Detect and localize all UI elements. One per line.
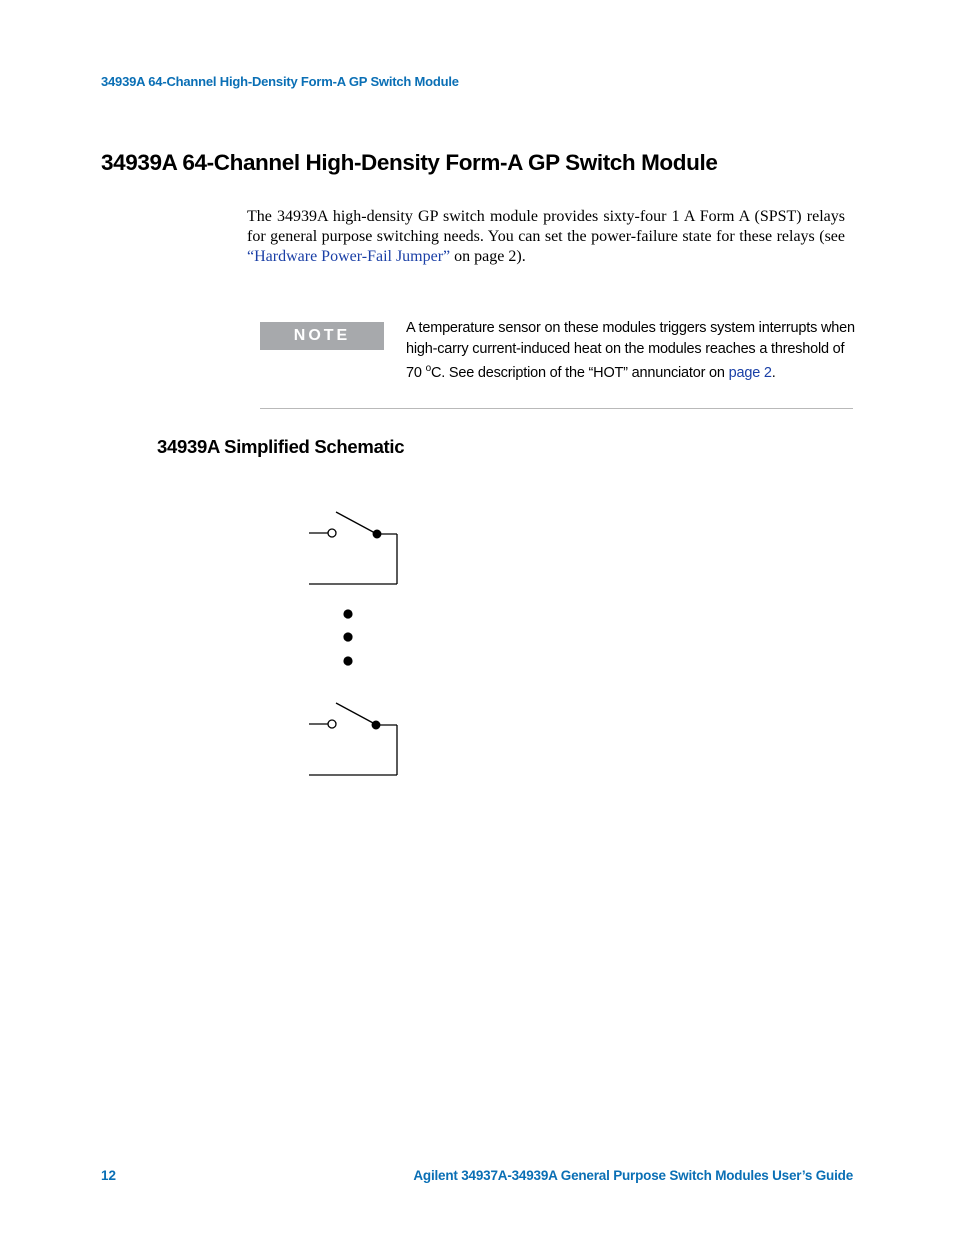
intro-text: The 34939A high-density GP switch module provides sixty-four 1 A Form A (SPST) relays for general purpose switching needs. You can set the power-failure state for these relays (see (247, 208, 845, 245)
page-title: 34939A 64-Channel High-Density Form-A GP Switch Module (101, 150, 718, 175)
intro-text-end: on page 2). (450, 248, 526, 265)
note-divider (260, 408, 853, 409)
degree-symbol: o (425, 363, 431, 374)
running-header: 34939A 64-Channel High-Density Form-A GP Switch Module (101, 74, 459, 89)
note-text-part2: C. See description of the “HOT” annunciator on (430, 364, 729, 381)
relay-switch-top (309, 512, 397, 584)
schematic-section-title: 34939A Simplified Schematic (157, 436, 405, 457)
power-fail-jumper-link[interactable]: “Hardware Power-Fail Jumper” (247, 248, 451, 265)
note-text-part1: A temperature sensor on these modules triggers system interrupts when high-carry current-induced heat on the modules reaches a threshold of 70 (406, 320, 855, 381)
footer-page-number: 12 (101, 1168, 117, 1183)
note-text (406, 318, 856, 383)
intro-paragraph (247, 207, 845, 267)
footer-doc-title: Agilent 34937A-34939A General Purpose Switch Modules User’s Guide (413, 1168, 853, 1183)
continuation-dots (343, 609, 352, 665)
note-badge: NOTE (260, 322, 384, 350)
relay-switch-bottom (309, 703, 397, 775)
simplified-schematic (300, 500, 420, 785)
note-text-end: . (771, 364, 776, 381)
page-2-link[interactable]: page 2 (728, 364, 772, 381)
